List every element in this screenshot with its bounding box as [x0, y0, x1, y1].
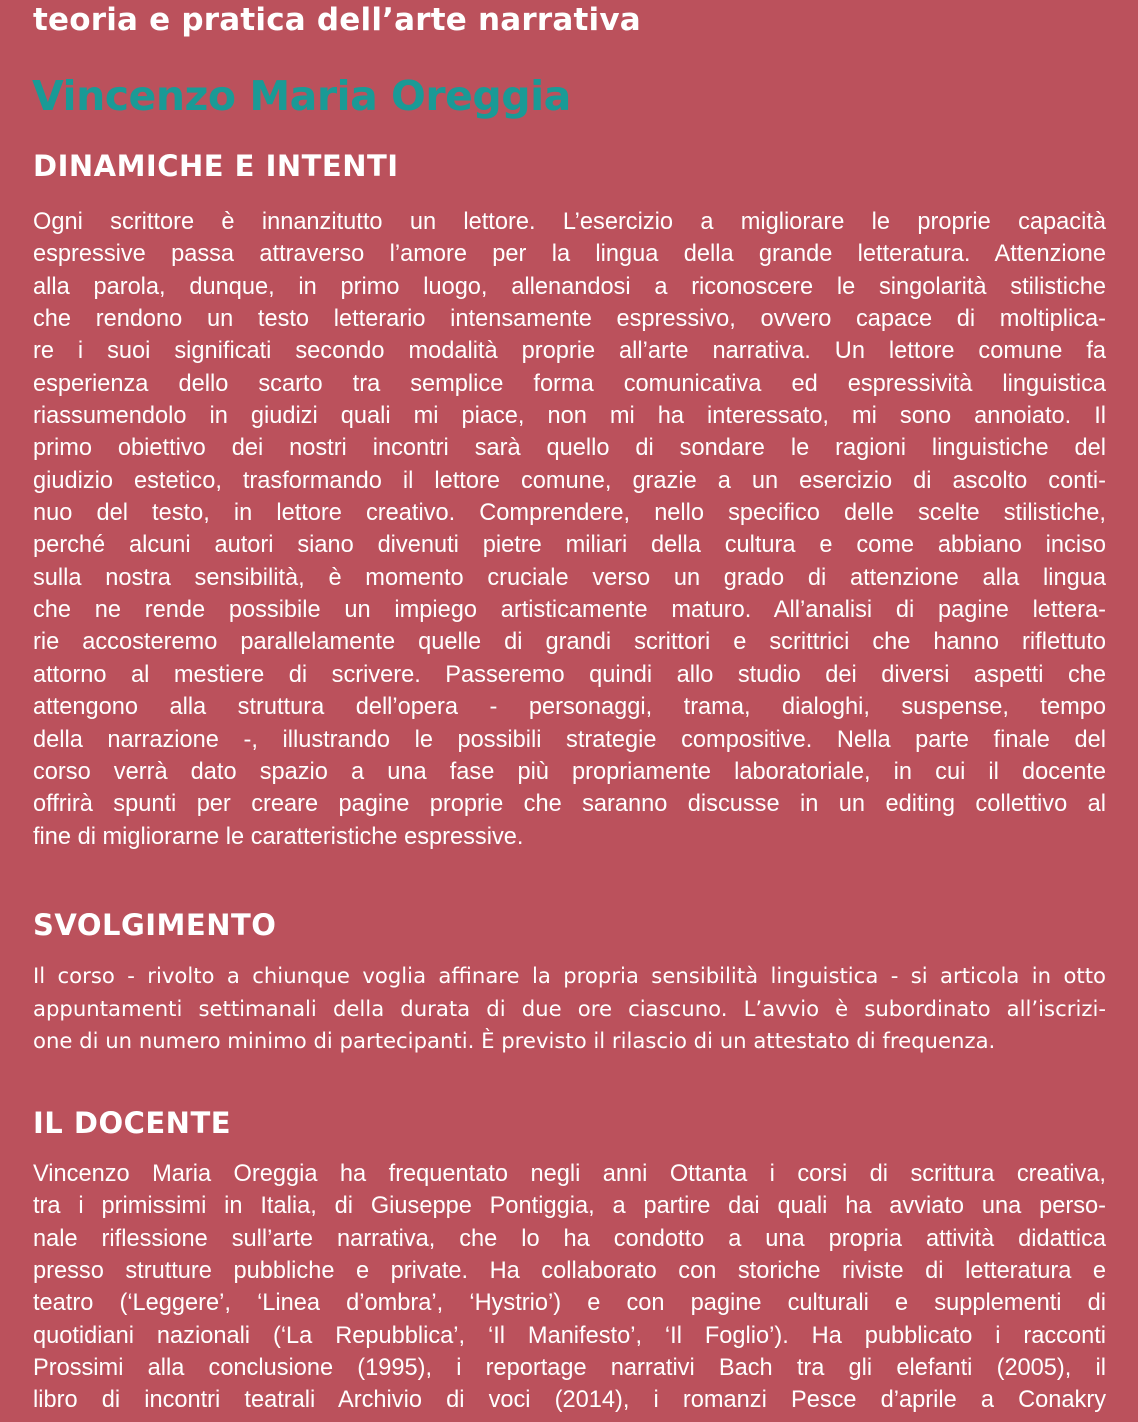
text-line: tra i primissimi in Italia, di Giuseppe Pontiggia, a partire dai quali ha avviato una perso- [33, 1193, 1106, 1220]
text-line: libro di incontri teatrali Archivio di voci (2014), i romanzi Pesce d’aprile a Conakry [33, 1387, 1106, 1414]
text-line: della narrazione -, illustrando le possibili strategie compositive. Nella parte finale del [33, 726, 1106, 753]
text-line: perché alcuni autori siano divenuti pietre miliari della cultura e come abbiano inciso [33, 532, 1106, 559]
text-line: corso verrà dato spazio a una fase più propriamente laboratoriale, in cui il docente [33, 758, 1106, 785]
text-line: Vincenzo Maria Oreggia ha frequentato negli anni Ottanta i corsi di scrittura creativa, [33, 1161, 1106, 1187]
text-line: fine di migliorarne le caratteristiche espressive. [33, 823, 524, 850]
section-heading-dinamiche: DINAMICHE E INTENTI [33, 149, 399, 183]
section-heading-docente: IL DOCENTE [33, 1106, 232, 1140]
author-name: Vincenzo Maria Oreggia [32, 72, 571, 120]
text-line: primo obiettivo dei nostri incontri sarà quello di sondare le ragioni linguistiche del [33, 435, 1106, 462]
paragraph-dinamiche [33, 206, 1106, 853]
text-line: attorno al mestiere di scrivere. Passeremo quindi allo studio dei diversi aspetti che [33, 661, 1106, 688]
course-title: teoria e pratica dell’arte narrativa [33, 2, 641, 38]
text-line: one di un numero minimo di partecipanti. È previsto il rilascio di un attestato di frequenza. [33, 1028, 996, 1053]
text-line: Ogni scrittore è innanzitutto un lettore. L’esercizio a migliorare le proprie capacità [33, 209, 1106, 235]
text-line: re i suoi significati secondo modalità proprie all’arte narrativa. Un lettore comune fa [33, 338, 1106, 365]
text-line: nale riflessione sull’arte narrativa, che lo ha condotto a una propria attività didattica [33, 1225, 1106, 1252]
text-line: offrirà spunti per creare pagine proprie che saranno discusse in un editing collettivo al [33, 791, 1106, 818]
text-line: che rendono un testo letterario intensamente espressivo, ovvero capace di moltiplica- [33, 306, 1106, 333]
paragraph-docente [33, 1158, 1106, 1417]
text-line: teatro (‘Leggere’, ‘Linea d’ombra’, ‘Hystrio’) e con pagine culturali e supplementi di [33, 1290, 1106, 1317]
text-line: sulla nostra sensibilità, è momento cruciale verso un grado di attenzione alla lingua [33, 564, 1106, 591]
section-heading-svolgimento: SVOLGIMENTO [33, 908, 277, 942]
text-line: appuntamenti settimanali della durata di due ore ciascuno. L’avvio è subordinato all’iscrizi- [33, 995, 1106, 1021]
text-line: attengono alla struttura dell’opera - personaggi, trama, dialoghi, suspense, tempo [33, 694, 1106, 721]
text-line: presso strutture pubbliche e private. Ha collaborato con storiche riviste di letteratura e [33, 1258, 1106, 1285]
text-line: riassumendolo in giudizi quali mi piace, non mi ha interessato, mi sono annoiato. Il [33, 403, 1106, 430]
text-line: rie accosteremo parallelamente quelle di grandi scrittori e scrittrici che hanno riflettuto [33, 629, 1106, 656]
text-line: alla parola, dunque, in primo luogo, allenandosi a riconoscere le singolarità stilistiche [33, 273, 1106, 300]
text-line: nuo del testo, in lettore creativo. Comprendere, nello specifico delle scelte stilistiche, [33, 500, 1106, 527]
paragraph-svolgimento [33, 960, 1106, 1058]
text-line: giudizio estetico, trasformando il lettore comune, grazie a un esercizio di ascolto conti- [33, 467, 1106, 494]
text-line: esperienza dello scarto tra semplice forma comunicativa ed espressività linguistica [33, 370, 1106, 397]
text-line: Prossimi alla conclusione (1995), i reportage narrativi Bach tra gli elefanti (2005), il [33, 1355, 1106, 1382]
text-line: Il corso - rivolto a chiunque voglia affinare la propria sensibilità linguistica - si articola in otto [33, 963, 1106, 988]
text-line: quotidiani nazionali (‘La Repubblica’, ‘Il Manifesto’, ‘Il Foglio’). Ha pubblicato i racconti [33, 1322, 1106, 1349]
text-line: espressive passa attraverso l’amore per la lingua della grande letteratura. Attenzione [33, 241, 1106, 268]
text-line: che ne rende possibile un impiego artisticamente maturo. All’analisi di pagine lettera- [33, 597, 1106, 624]
